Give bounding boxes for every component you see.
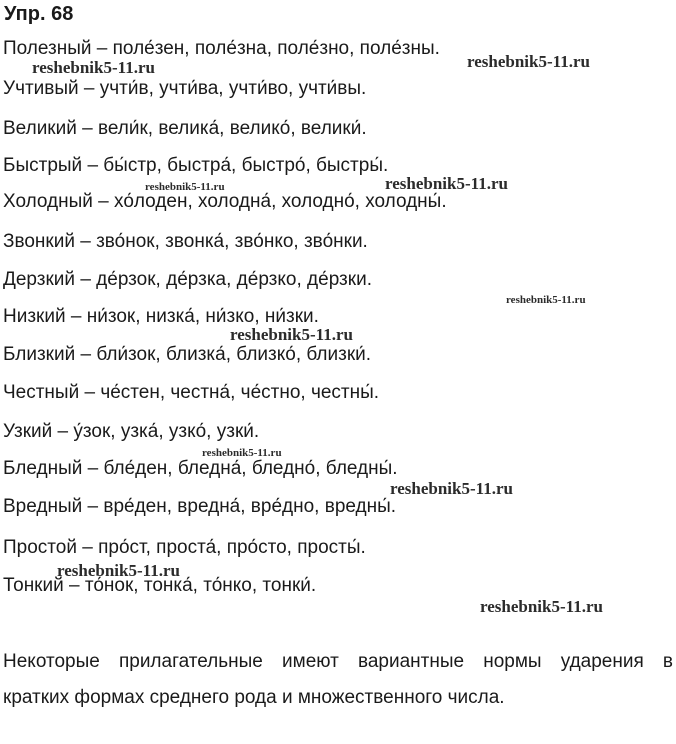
word-line-vredny: Вредный – вре́ден, вредна́, вре́дно, вредны́.	[3, 496, 397, 517]
watermark: reshebnik5-11.ru	[202, 447, 282, 459]
word-line-polezny: Полезный – поле́зен, поле́зна, поле́зно, поле́зны.	[3, 38, 440, 59]
word-line-uzky: Узкий – у́зок, узка́, узко́, узки́.	[3, 421, 260, 442]
note-line-1: Некоторые прилагательные имеют вариантные нормы ударения в	[3, 651, 673, 672]
word-line-veliky: Великий – вели́к, велика́, велико́, велики́.	[3, 118, 367, 139]
word-line-blizky: Близкий – бли́зок, близка́, близко́, близки́.	[3, 344, 372, 365]
word-line-chestny: Честный – че́стен, честна́, че́стно, честны́.	[3, 382, 380, 403]
watermark: reshebnik5-11.ru	[506, 294, 586, 306]
watermark: reshebnik5-11.ru	[32, 58, 155, 77]
watermark: reshebnik5-11.ru	[480, 597, 603, 616]
word-line-bledny: Бледный – бле́ден, бледна́, бледно́, бледны́.	[3, 458, 398, 479]
word-line-tonky: Тонкий – то́нок, тонка́, то́нко, тонки́.	[3, 575, 317, 596]
watermark: reshebnik5-11.ru	[230, 325, 353, 344]
word-line-uchtivy: Учтивый – учти́в, учти́ва, учти́во, учти́вы.	[3, 78, 367, 99]
watermark: reshebnik5-11.ru	[385, 174, 508, 193]
word-line-zvonky: Звонкий – зво́нок, звонка́, зво́нко, зво́нки.	[3, 231, 368, 252]
watermark: reshebnik5-11.ru	[390, 479, 513, 498]
note-line-2: кратких формах среднего рода и множественного числа.	[3, 687, 505, 708]
word-line-prostoy: Простой – про́ст, проста́, про́сто, просты́.	[3, 537, 366, 558]
exercise-title: Упр. 68	[4, 3, 74, 25]
word-line-kholodny: Холодный – хо́лоден, холодна́, холодно́, холодны́.	[3, 191, 447, 212]
watermark: reshebnik5-11.ru	[145, 181, 225, 193]
watermark: reshebnik5-11.ru	[57, 561, 180, 580]
word-line-derzky: Дерзкий – де́рзок, де́рзка, де́рзко, де́рзки.	[3, 269, 372, 290]
word-line-bystry: Быстрый – бы́стр, быстра́, быстро́, быстры́.	[3, 155, 389, 176]
word-line-nizky: Низкий – ни́зок, низка́, ни́зко, ни́зки.	[3, 306, 319, 327]
watermark: reshebnik5-11.ru	[467, 52, 590, 71]
